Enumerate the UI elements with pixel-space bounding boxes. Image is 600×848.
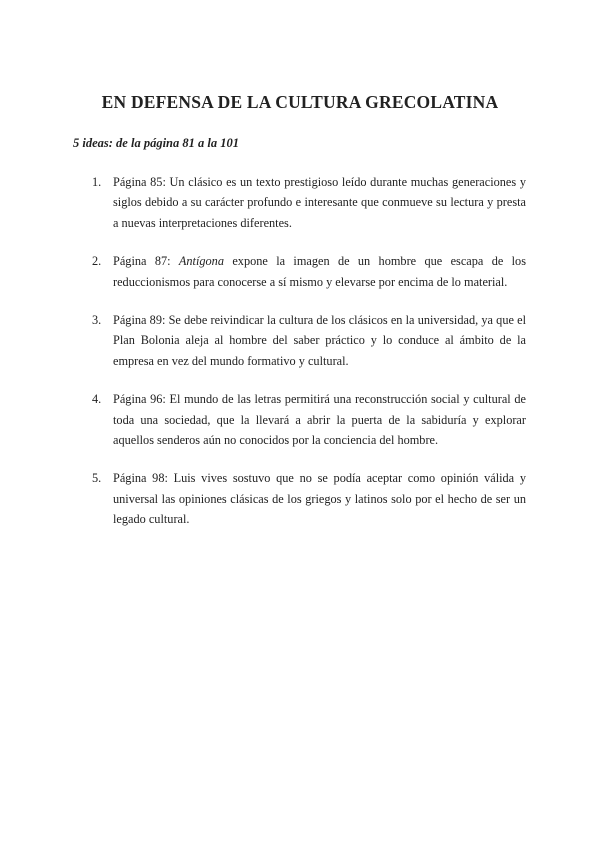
item-text: Página 89: Se debe reivindicar la cultura de los clásicos en la universidad, ya que el Plan Bolonia aleja al hombre del saber práctico y lo conduce al ámbito de la empresa en vez del mundo formativo y cultural. — [113, 313, 526, 368]
item-prefix: Página 87: — [113, 254, 179, 269]
item-text: Página 85: Un clásico es un texto prestigioso leído durante muchas generaciones y siglos debido a su carácter profundo e interesante que conmueve su lectura y presta a nuevas interpretaciones diferentes. — [113, 175, 526, 230]
item-text: expone la imagen de un hombre que escapa de los reduccionismos para conocerse a sí mismo y elevarse por encima de lo material. — [113, 254, 526, 289]
item-number: 5. — [92, 471, 102, 486]
item-number: 2. — [92, 254, 102, 269]
list-item — [92, 172, 526, 233]
item-number: 3. — [92, 313, 102, 328]
document-subtitle: 5 ideas: de la página 81 a la 101 — [73, 136, 239, 150]
list-item — [92, 468, 526, 529]
list-item — [92, 389, 526, 450]
item-number: 1. — [92, 175, 102, 189]
item-text: Página 96: El mundo de las letras permitirá una reconstrucción social y cultural de toda una sociedad, que la llevará a abrir la puerta de la sabiduría y explorar aquellos senderos aún no conocidos por la conciencia del hombre. — [113, 392, 526, 448]
document-title: EN DEFENSA DE LA CULTURA GRECOLATINA — [101, 92, 499, 112]
item-emphasis: Antígona — [178, 254, 224, 269]
item-text: Página 98: Luis vives sostuvo que no se podía aceptar como opinión válida y universal las opiniones clásicas de los griegos y latinos solo por el hecho de ser un legado cultural. — [113, 471, 526, 527]
ideas-list — [92, 172, 526, 548]
item-number: 4. — [92, 392, 102, 407]
list-item — [92, 310, 526, 371]
list-item — [92, 251, 526, 292]
